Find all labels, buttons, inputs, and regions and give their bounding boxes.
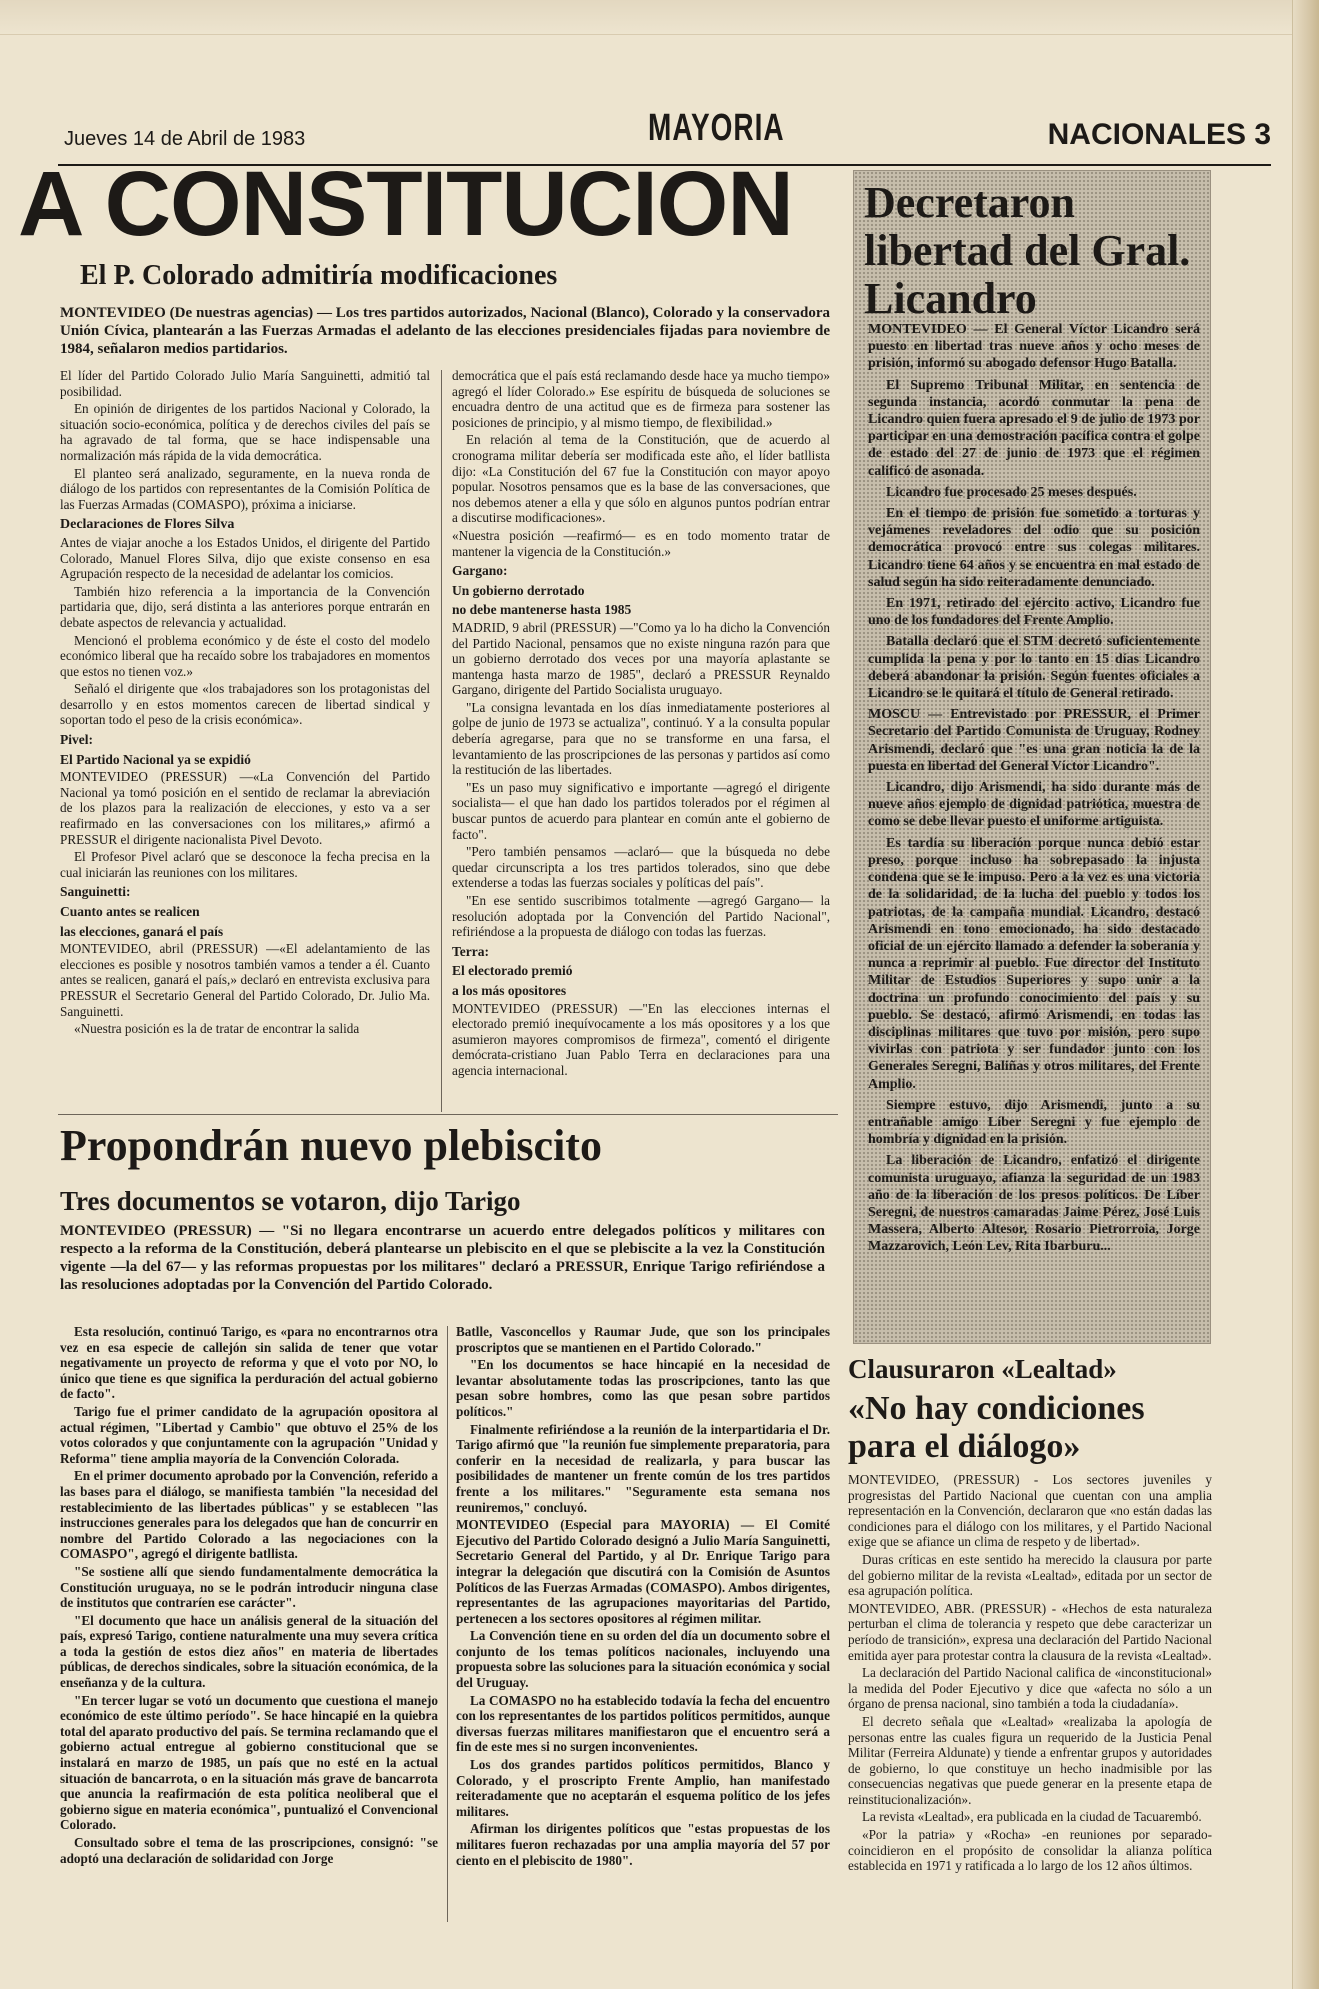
paragraph: Tarigo fue el primer candidato de la agrupación opositora al actual régimen, "Libertad y Cambio" que obtuvo el 25% de los votos colorados y que conjuntamente con la agrupación "Unidad y Reforma" tiene amplia mayoría de la Convención Colorada.	[60, 1403, 438, 1466]
paragraph: MONTEVIDEO, (PRESSUR) - Los sectores juveniles y progresistas del Partido Nacional que cuentan con una amplia representación en la Convención, declararon que «no están dadas las condiciones para el diálogo con los militares, y el Partido Nacional exige que se afiance un clima de respeto y de libertad».	[848, 1472, 1212, 1550]
paragraph: Antes de viajar anoche a los Estados Unidos, el dirigente del Partido Colorado, Manuel Flores Silva, dijo que existe consenso en esa Agrupación respecto de la necesidad de adelantar los comicios.	[60, 534, 430, 582]
lealtad-headline: «No hay condiciones para el diálogo»	[848, 1390, 1145, 1465]
paragraph: La liberación de Licandro, enfatizó el dirigente comunista uruguayo, afianza la seguridad de un 1983 año de la liberación de los presos políticos. De Líber Seregni, de nuestros camaradas Jaime Pérez, José Luis Massera, Alberto Altesor, Rosario Pietrorroia, Jorge Mazzarovich, León Lev, Rita Ibarburu...	[868, 1153, 1200, 1255]
paragraph: Consultado sobre el tema de las proscripciones, consignó: "se adoptó una declaración de solidaridad con Jorge	[60, 1835, 438, 1866]
section-label: NACIONALES 3	[1047, 118, 1271, 151]
paragraph: El decreto señala que «Lealtad» «realizaba la apología de personas entre las cuales figura un requerido de la Justicia Penal Militar (Ferreira Aldunate) y tiende a enfrentar grupos y autoridades de gobierno, lo que constituye un hecho inadmisible por las consecuencias negativas que puede generar en la presente etapa de reinstitucionalización».	[848, 1713, 1212, 1807]
plebiscito-subheadline: Tres documentos se votaron, dijo Tarigo	[60, 1186, 521, 1216]
paragraph: Licandro fue procesado 25 meses después.	[886, 484, 1137, 500]
paragraph: Los dos grandes partidos políticos permitidos, Blanco y Colorado, y el proscripto Frente Amplio, han manifestado reiteradamente que no aceptarán el esquema político de los jefes militares.	[456, 1757, 830, 1819]
paragraph: MONTEVIDEO, ABR. (PRESSUR) - «Hechos de esta naturaleza perturban el clima de tolerancia y respeto que debe caracterizar un período de transición», expresa una declaración del Partido Nacional emitida ayer para protestar contra la clausura de la revista «Lealtad».	[848, 1600, 1212, 1663]
licandro-box	[853, 170, 1211, 1344]
main-column-2	[452, 368, 830, 1116]
paragraph: "En los documentos se hace hincapié en la necesidad de levantar absolutamente todas las proscripciones, tanto las que pesan sobre hombres, como las que pesan sobre partidos políticos."	[456, 1357, 830, 1419]
lealtad-column	[848, 1472, 1212, 1928]
paragraph: "Pero también pensamos —aclaró— que la búsqueda no debe quedar circunscripta a los tres partidos tolerados, sino que debe extenderse a todas las fuerzas sociales y políticas del país".	[452, 844, 830, 891]
paragraph: «Nuestra posición —reafirmó— es en todo momento tratar de mantener la vigencia de la Constitución.»	[452, 527, 830, 559]
paragraph: MADRID, 9 abril (PRESSUR) —"Como ya lo ha dicho la Convención del Partido Nacional, pensamos que no existe ninguna razón para que un gobierno derrotado dos veces por una mayoría aplastante se mantenga hasta marzo de 1985", declaró a PRESSUR Reynaldo Gargano, dirigente del Partido Socialista uruguayo.	[452, 619, 830, 698]
paragraph: MONTEVIDEO (PRESSUR) —"En las elecciones internas el electorado premió inequívocamente a los más opositores y a los que asumieron mayores compromisos de firmeza", comentó el dirigente demócrata-cristiano Juan Pablo Terra en declaraciones para una agencia internacional.	[452, 1000, 830, 1078]
paragraph: Afirman los dirigentes políticos que "estas propuestas de los militares fueron rechazadas por una amplia mayoría del 57 por ciento en el plebiscito de 1980".	[456, 1821, 830, 1868]
paragraph: En el tiempo de prisión fue sometido a torturas y vejámenes reveladores del odio que su posición democrática provocó entre sus colegas militares. Licandro tiene 64 años y se encuentra en mal estado de salud según ha sido reiteradamente denunciado.	[868, 506, 1200, 590]
paragraph: También hizo referencia a la importancia de la Convención partidaria que, dijo, será distinta a las anteriores porque entrarán en debate aspectos de relevancia y actualidad.	[60, 583, 430, 630]
plebiscito-lead: MONTEVIDEO (PRESSUR) — "Si no llegara encontrarse un acuerdo entre delegados políticos y militares con respecto a la reforma de la Constitución, deberá plantearse un plebiscito en el que se plebiscite a la vez la Constitución vigente —la del 67— y las reformas propuestas por los militares" declaró a PRESSUR, Enrique Tarigo refiriéndose a las resoluciones adoptadas por la Convención del Partido Colorado.	[60, 1223, 825, 1293]
paragraph: "Se sostiene allí que siendo fundamentalmente democrática la Constitución uruguaya, no se le podrán introducir ninguna clase de institutos que contraríen ese carácter".	[60, 1563, 438, 1611]
section-heading: Pivel:	[60, 732, 93, 748]
paragraph: En el primer documento aprobado por la Convención, referido a las bases para el diálogo, se manifiesta también "la necesidad del restablecimiento de las libertades públicas" y se establecen "las instrucciones generales para los delegados que han de concurrir en nombre del Partido Colorado a las negociaciones con la COMASPO", agregó el dirigente batllista.	[60, 1468, 438, 1562]
paragraph: En opinión de dirigentes de los partidos Nacional y Colorado, la situación socio-económica, política y de derechos civiles del país se ha agravado de tal forma, que se hace indispensable una normalización más rápida de la vida democrática.	[60, 401, 430, 463]
paragraph: democrática que el país está reclamando desde hace ya mucho tiempo» agregó el líder Colorado.» Ese espíritu de búsqueda de soluciones se encuadra dentro de una actitud que es de firmeza para sostener las posiciones de principio, y al mismo tiempo, de flexibilidad.»	[452, 368, 830, 430]
page-edge	[1292, 0, 1319, 1989]
section-heading: El Partido Nacional ya se expidió	[60, 751, 251, 767]
box-title: Decretaron libertad del Gral. Licandro	[864, 178, 1191, 323]
plebiscito-headline: Propondrán nuevo plebiscito	[60, 1121, 602, 1170]
plebiscito-column-1	[60, 1324, 438, 1924]
paragraph: MOSCU — Entrevistado por PRESSUR, el Primer Secretario del Partido Comunista de Uruguay, Rodney Arismendi, declaró que "es una gran noticia la de la puesta en libertad del General Víctor Licandro".	[868, 707, 1200, 774]
section-heading: Cuanto antes se realicen	[60, 904, 200, 919]
paragraph: El planteo será analizado, seguramente, en la nueva ronda de diálogo de los partidos con representantes de la Comisión Política de las Fuerzas Armadas (COMASPO), próxima a iniciarse.	[60, 465, 430, 512]
paragraph: "En ese sentido suscribimos totalmente —agregó Gargano— la resolución adoptada por la Convención del Partido Nacional", refiriéndose a la propuesta de diálogo con todas las fuerzas.	[452, 893, 830, 940]
paragraph: Duras críticas en este sentido ha merecido la clausura por parte del gobierno militar de la revista «Lealtad», editada por un sector de esa agrupación política.	[848, 1551, 1212, 1599]
paragraph: Siempre estuvo, dijo Arismendi, junto a su entrañable amigo Líber Seregni y fue ejemplo de hombría y dignidad en la prisión.	[868, 1097, 1200, 1148]
paragraph: Batlle, Vasconcellos y Raumar Jude, que son los principales proscriptos que se mantienen en el Partido Colorado."	[456, 1324, 830, 1355]
paragraph: «Por la patria» y «Rocha» -en reuniones por separado- coincidieron en el propósito de consolidar la alianza política establecida en 1971 y ratificada a lo largo de los 12 años últimos.	[848, 1827, 1212, 1874]
lealtad-kicker: Clausuraron «Lealtad»	[848, 1354, 1117, 1384]
paragraph: En 1971, retirado del ejército activo, Licandro fue uno de los fundadores del Frente Amplio.	[868, 596, 1200, 629]
paragraph: El líder del Partido Colorado Julio María Sanguinetti, admitió tal posibilidad.	[60, 368, 430, 399]
main-headline: A CONSTITUCION	[18, 153, 793, 255]
paragraph: El Profesor Pivel aclaró que se desconoce la fecha precisa en la cual iniciarán las reuniones con los militares.	[60, 849, 430, 880]
paragraph: "En tercer lugar se votó un documento que cuestiona el manejo económico de este último período". Se hace hincapié en la quiebra total del aparato productivo del país. Se termina reclamando que el gobierno actual entregue al gobierno constitucional que se instalará en marzo de 1985, un país que no esté en la actual situación de bancarrota, o en la situación más grave de bancarrota que anuncia la reafirmación de esta política neoliberal que el gobierno sigue en materia económica", puntualizó el Convencional Colorado.	[60, 1692, 438, 1833]
paragraph: «Nuestra posición es la de tratar de encontrar la salida	[74, 1021, 360, 1037]
paragraph: MONTEVIDEO — El General Víctor Licandro será puesto en libertad tras nueve años y ocho meses de prisión, informó su abogado defensor Hugo Batalla.	[868, 322, 1200, 372]
header-date: Jueves 14 de Abril de 1983	[64, 128, 306, 150]
paragraph: Licandro, dijo Arismendi, ha sido durante más de nueve años ejemplo de dignidad patriótica, muestra de como se debe llevar puesto el uniforme artiguista.	[868, 780, 1200, 830]
section-heading: Sanguinetti:	[60, 884, 131, 900]
section-heading: no debe mantenerse hasta 1985	[452, 602, 632, 618]
paragraph: MONTEVIDEO, abril (PRESSUR) —«El adelantamiento de las elecciones es posible y nosotros también vamos a tender a él. Cuanto antes se realicen, ganará el país,» declaró en entrevista exclusiva para PRESSUR el Secretario General del Partido Colorado, Dr. Julio Ma. Sanguinetti.	[60, 941, 430, 1019]
section-heading: Terra:	[452, 943, 489, 959]
paragraph: Es tardía su liberación porque nunca debió estar preso, porque incluso ha sobrepasado la injusta condena que se le impuso. Pero a la vez es una victoria de la solidaridad, de la lucha del pueblo y todos los patriotas, de la campaña mundial. Licandro, destacó Arismendi en tono emocionado, ha sido destacado oficial de un ejército llamado a defender la soberanía y nunca a reprimir al pueblo. Fue director del Instituto Militar de Estudios Superiores y supo unir a la doctrina un profundo conocimiento del país y su pueblo. Se destacó, afirmó Arismendi, en todas las disciplinas militares que tuvo por misión, pero supo vivirlas con patriota y ser fundador junto con los Generales Seregni, Baliñas y otros militares, del Frente Amplio.	[868, 835, 1200, 1092]
section-heading: a los más opositores	[452, 982, 567, 998]
paragraph: Finalmente refiriéndose a la reunión de la interpartidaria el Dr. Tarigo afirmó que "la reunión fue simplemente preparatoria, para conferir en la necesidad de realizarla, y para buscar las posibilidades de mantener un frente común de los tres partidos frente a los militares." "Seguramente esta semana nos reuniremos," concluyó.	[456, 1421, 830, 1515]
paragraph: Esta resolución, continuó Tarigo, es «para no encontrarnos otra vez en esa especie de callejón sin salida de tener que votar negativamente un proyecto de reforma y que el voto por NO, lo único que tiene es que significa la perduración del actual gobierno de facto".	[60, 1324, 438, 1402]
article-divider	[58, 1114, 838, 1115]
paragraph: El Supremo Tribunal Militar, en sentencia de segunda instancia, acordó conmutar la pena de Licandro quien fuera apresado el 9 de julio de 1973 por participar en una demostración pacífica contra el golpe de estado del 27 de junio de 1973 que el régimen calificó de asonada.	[868, 377, 1200, 479]
paragraph: "El documento que hace un análisis general de la situación del país, expresó Tarigo, contiene naturalmente una muy severa crítica a toda la gestión de estos diez años" en materia de libertades públicas, de derechos sindicales, sobre la situación económica, de la enseñanza y de la cultura.	[60, 1612, 438, 1691]
column-rule	[441, 370, 442, 1112]
paragraph: La Convención tiene en su orden del día un documento sobre el conjunto de los temas políticos nacionales, incluyendo una propuesta sobre las soluciones para la situación económica y social del Uruguay.	[456, 1628, 830, 1691]
column-rule	[447, 1326, 448, 1922]
page-fold	[0, 0, 1319, 35]
paragraph: Batalla declaró que el STM decretó suficientemente cumplida la pena y por lo tanto en 15 días Licandro deberá abandonar la prisión. Según fuentes oficiales a Licandro se le quitará el título de General retirado.	[868, 634, 1200, 702]
paragraph: La revista «Lealtad», era publicada en la ciudad de Tacuarembó.	[862, 1809, 1202, 1825]
section-heading: las elecciones, ganará el país	[60, 923, 224, 939]
paragraph: La COMASPO no ha establecido todavía la fecha del encuentro con los representantes de los partidos políticos permitidos, aunque diversas fuerzas militares manifiestaron que el encuentro será a fin de este mes si no surgen inconvenientes.	[456, 1692, 830, 1755]
main-column-1	[60, 368, 430, 1116]
paragraph: Mencionó el problema económico y de éste el costo del modelo económico liberal que ha recaído sobre los trabajadores en momentos que estos no tienen voz.»	[60, 632, 430, 679]
paragraph: MONTEVIDEO (Especial para MAYORIA) — El Comité Ejecutivo del Partido Colorado designó a Julio María Sanguinetti, Secretario General del Partido, y al Dr. Enrique Tarigo para integrar la delegación que discutirá con la Comisión de Asuntos Políticos de las Fuerzas Armadas (COMASPO). Ambos dirigentes, representantes de las agrupaciones mayoritarias del Partido, pertenecen a los sectores opositores al régimen militar.	[456, 1517, 830, 1626]
section-heading: Un gobierno derrotado	[452, 582, 585, 598]
paragraph: "La consigna levantada en los días inmediatamente posteriores al golpe de junio de 1973 se actualiza", continuó. Y a la consulta popular debería agregarse, para que no se transforme en una farsa, el levantamiento de las proscripciones de las personas y partidos así como la restitución de las libertades.	[452, 699, 830, 778]
paragraph: En relación al tema de la Constitución, que de acuerdo al cronograma militar debería ser modificada este año, el líder batllista dijo: «La Constitución del 67 fue la Constitución con mayor apoyo popular. Nosotros pensamos que es la base de las conversaciones, que nos debemos atener a ella y que sólo en algunos puntos podrían entrar a discutirse modificaciones».	[452, 432, 830, 526]
section-heading: El electorado premió	[452, 963, 573, 979]
section-heading: Gargano:	[452, 563, 508, 579]
paragraph: MONTEVIDEO (PRESSUR) —«La Convención del Partido Nacional ya tomó posición en el sentido de reclamar la abreviación de los plazos para la realización de elecciones, y esto va a ser reafirmado en las conversaciones con los militares,» afirmó a PRESSUR el dirigente nacionalista Pivel Devoto.	[60, 769, 430, 847]
box-body	[868, 321, 1200, 1331]
newspaper-logo: MAYORIA	[648, 106, 785, 149]
main-subheadline: El P. Colorado admitiría modificaciones	[80, 260, 558, 291]
main-lead: MONTEVIDEO (De nuestras agencias) — Los tres partidos autorizados, Nacional (Blanco), Colorado y la conservadora Unión Cívica, plantearán a las Fuerzas Armadas el adelanto de las elecciones presidenciales fijadas para noviembre de 1984, señalaron medios partidarios.	[60, 305, 830, 357]
paragraph: "Es un paso muy significativo e importante —agregó el dirigente socialista— el que han dado los partidos tolerados por el régimen al buscar puntos de acuerdo para plantear en común ante el gobierno de facto".	[452, 779, 830, 842]
section-heading: Declaraciones de Flores Silva	[60, 517, 235, 533]
paragraph: Señaló el dirigente que «los trabajadores son los protagonistas del desarrollo y en estos momentos carecen de libertad sindical y soportan todo el peso de la crisis económica».	[60, 681, 430, 728]
paragraph: La declaración del Partido Nacional califica de «inconstitucional» la medida del Poder Ejecutivo y dice que «afecta no sólo a un órgano de prensa nacional, sino también a toda la ciudadanía».	[848, 1665, 1212, 1712]
plebiscito-column-2	[456, 1324, 830, 1924]
